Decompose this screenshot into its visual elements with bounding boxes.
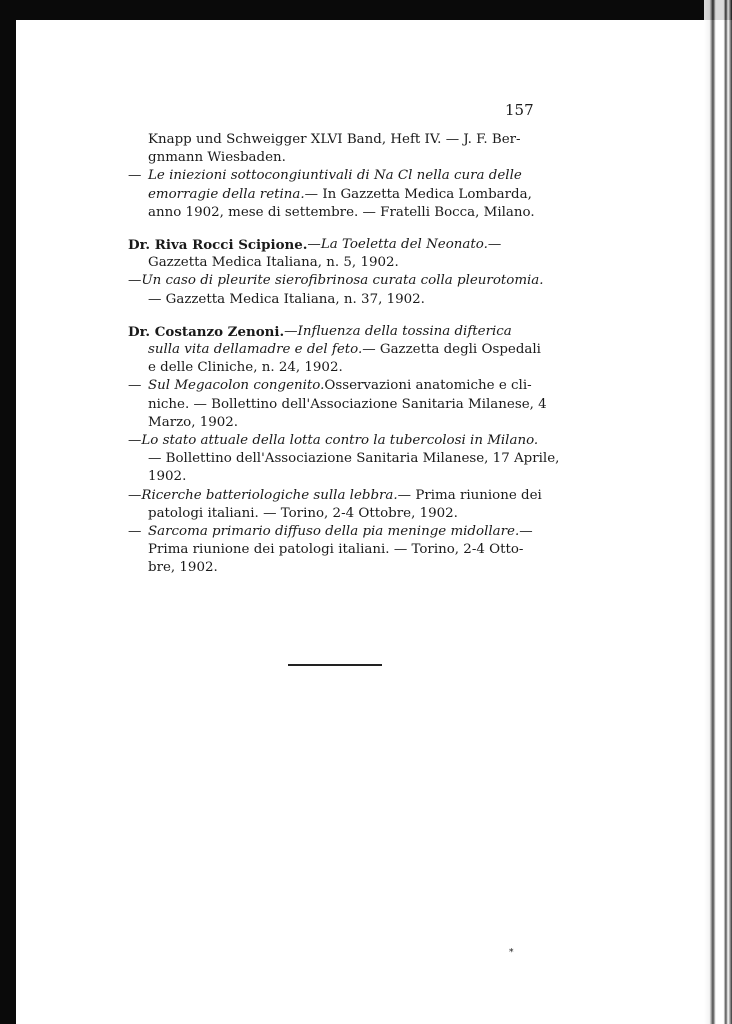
- text-line: [128, 236, 533, 254]
- entry-text: —: [307, 237, 321, 253]
- entry-dash: —: [128, 168, 142, 184]
- text-line: [128, 396, 547, 414]
- entry-title: emorragie della retina.: [148, 186, 305, 202]
- entry-text: Marzo, 1902.: [148, 414, 239, 430]
- entry-text: bre, 1902.: [148, 560, 218, 576]
- entry-title: Ricerche batteriologiche sulla lebbra.: [141, 487, 398, 503]
- scan-left-border: [0, 0, 16, 1024]
- entry-text: —: [487, 237, 502, 253]
- text-line: [128, 341, 541, 359]
- text-line: [128, 272, 544, 290]
- entry-text: niche. — Bollettino dell'Associazione Sanitaria Milanese, 4: [148, 396, 547, 412]
- scan-top-border: [0, 0, 732, 20]
- entry-dash: —: [128, 433, 142, 449]
- entry-dash: —: [128, 487, 142, 503]
- text-line: [128, 254, 533, 272]
- text-line: [128, 131, 533, 149]
- entry-text: — Gazzetta Medica Italiana, n. 37, 1902.: [148, 291, 425, 307]
- text-line: [128, 487, 542, 505]
- entry-title: sulla vita dellamadre e del feto.: [148, 342, 363, 358]
- text-line: [128, 414, 533, 432]
- entry-text: Gazzetta Medica Italiana, n. 5, 1902.: [148, 255, 399, 271]
- text-line: [128, 323, 533, 341]
- entry-text: e delle Cliniche, n. 24, 1902.: [148, 360, 343, 376]
- entry-text: anno 1902, mese di settembre. — Fratelli Bocca, Milano.: [148, 204, 535, 220]
- entry-text: —: [284, 323, 298, 339]
- text-line: [128, 450, 560, 468]
- entry-dash: —: [128, 273, 142, 289]
- entry-text: 1902.: [148, 469, 187, 485]
- entry-text: — Prima riunione dei: [397, 487, 542, 503]
- spacer: [128, 309, 533, 323]
- text-line: [128, 359, 533, 377]
- text-line: [128, 186, 533, 204]
- text-line: [128, 377, 533, 395]
- entry-text: Knapp und Schweigger XLVI Band, Heft IV. — J. F. Ber-: [148, 132, 521, 147]
- section-divider-rule: [288, 664, 382, 666]
- scan-right-edge: [704, 0, 732, 1024]
- entry-title: Le iniezioni sottocongiuntivali di Na Cl nella cura delle: [148, 168, 522, 184]
- entry-text: gnmann Wiesbaden.: [148, 150, 286, 166]
- text-line: [128, 149, 533, 167]
- page-number: 157: [505, 101, 534, 119]
- text-line: [128, 559, 533, 577]
- footnote-mark: *: [509, 948, 514, 958]
- entry-dash: —: [128, 524, 142, 540]
- entry-text: —: [519, 524, 533, 540]
- text-line: [128, 541, 533, 559]
- spacer: [128, 222, 533, 236]
- entry-title: Un caso di pleurite sierofibrinosa curata colla pleurotomia.: [141, 273, 544, 289]
- author-name: Dr. Costanzo Zenoni.: [128, 323, 285, 340]
- entry-text: Osservazioni anatomiche e cli-: [324, 378, 532, 394]
- text-line: [128, 167, 533, 185]
- entry-title: Sul Megacolon congenito.: [148, 378, 325, 394]
- text-line: [128, 432, 539, 450]
- entry-text: patologi italiani. — Torino, 2-4 Ottobre, 1902.: [148, 505, 458, 521]
- entry-title: Sarcoma primario diffuso della pia meninge midollare.: [148, 524, 520, 540]
- text-line: [128, 468, 533, 486]
- entry-title: Influenza della tossina difterica: [297, 323, 512, 339]
- bibliography-text: [128, 131, 560, 578]
- entry-title: Lo stato attuale della lotta contro la tubercolosi in Milano.: [141, 433, 539, 449]
- entry-text: — Gazzetta degli Ospedali: [362, 342, 541, 358]
- entry-dash: —: [128, 378, 142, 394]
- text-line: [128, 291, 533, 309]
- entry-text: — In Gazzetta Medica Lombarda,: [304, 186, 532, 202]
- entry-text: Prima riunione dei patologi italiani. — Torino, 2-4 Otto-: [148, 542, 524, 558]
- text-line: [128, 523, 533, 541]
- entry-title: La Toeletta del Neonato.: [320, 237, 488, 253]
- author-name: Dr. Riva Rocci Scipione.: [128, 237, 308, 254]
- text-line: [128, 505, 533, 523]
- entry-text: — Bollettino dell'Associazione Sanitaria Milanese, 17 Aprile,: [148, 451, 560, 467]
- text-line: [128, 204, 533, 222]
